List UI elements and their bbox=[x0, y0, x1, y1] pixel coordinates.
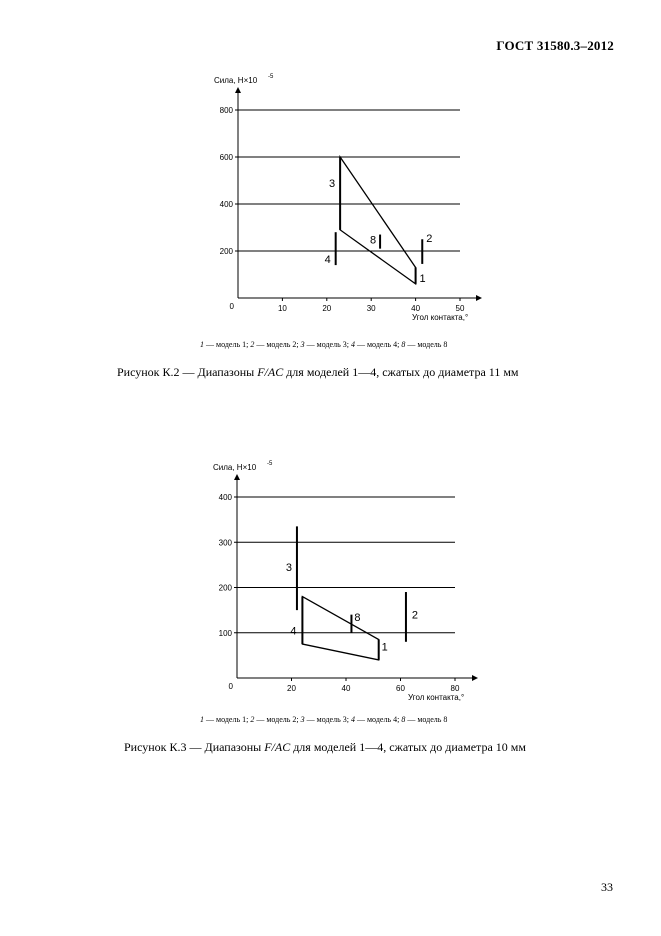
range-polygon-models-1-3 bbox=[340, 157, 415, 284]
caption-k2: Рисунок К.2 — Диапазоны F/AC для моделей 1—4, сжатых до диаметра 11 мм bbox=[117, 365, 519, 379]
model-label-3: 3 bbox=[329, 177, 336, 190]
y-tick-label: 200 bbox=[218, 583, 232, 593]
page-number: 33 bbox=[601, 880, 613, 894]
legend-entry-num: 1 bbox=[200, 715, 204, 724]
y-tick-label: 400 bbox=[218, 493, 232, 502]
legend-entry-text: — модель 2; bbox=[254, 340, 301, 349]
chart-k3 bbox=[0, 452, 661, 712]
y-axis-arrow bbox=[235, 87, 241, 93]
y-axis-label: Сила, Н×10 bbox=[213, 463, 257, 472]
legend-entry-text: — модель 2; bbox=[254, 715, 301, 724]
origin-label: 0 bbox=[228, 682, 233, 691]
model-label-1: 1 bbox=[381, 641, 388, 654]
legend-entry-num: 2 bbox=[250, 715, 255, 724]
x-tick-label: 20 bbox=[322, 304, 332, 313]
x-tick-label: 40 bbox=[411, 304, 421, 313]
legend-entry-text: — модель 1; bbox=[204, 715, 251, 724]
x-tick-label: 20 bbox=[287, 684, 296, 693]
x-tick-label: 30 bbox=[366, 304, 376, 313]
chart-k2 bbox=[0, 65, 661, 335]
y-tick-label: 100 bbox=[218, 628, 232, 638]
legend-entry-num: 2 bbox=[250, 340, 255, 349]
y-axis-label: Сила, Н×10 bbox=[214, 76, 258, 85]
y-axis-label-exponent: -5 bbox=[268, 74, 274, 80]
y-tick-label: 400 bbox=[219, 200, 233, 209]
legend-entry-text: — модель 1; bbox=[204, 340, 251, 349]
legend-entry-text: — модель 3; bbox=[304, 340, 351, 349]
x-axis-label: Угол контакта,° bbox=[408, 693, 465, 702]
legend-entry-text: — модель 3; bbox=[304, 715, 351, 724]
figure-k2 bbox=[0, 65, 661, 350]
x-axis-arrow bbox=[476, 295, 482, 301]
figure-k3 bbox=[0, 452, 661, 732]
y-tick-label: 200 bbox=[219, 247, 233, 256]
legend-entry-num: 1 bbox=[200, 340, 204, 349]
x-tick-label: 50 bbox=[455, 304, 465, 313]
legend-entry-text: — модель 8 bbox=[405, 340, 448, 349]
y-tick-label: 300 bbox=[218, 538, 232, 548]
y-tick-label: 600 bbox=[219, 153, 233, 162]
model-label-4: 4 bbox=[290, 625, 297, 638]
x-axis-label: Угол контакта,° bbox=[412, 313, 469, 322]
legend-entry-num: 4 bbox=[350, 715, 355, 724]
y-axis-arrow bbox=[234, 474, 240, 480]
legend-entry-text: — модель 8 bbox=[405, 715, 448, 724]
y-axis-label-exponent: -5 bbox=[267, 461, 273, 467]
legend-k3 bbox=[200, 715, 447, 724]
x-tick-label: 80 bbox=[450, 684, 460, 693]
legend-k2 bbox=[200, 340, 447, 349]
model-label-8: 8 bbox=[370, 234, 377, 247]
standard-header: ГОСТ 31580.3–2012 bbox=[496, 38, 614, 53]
model-label-3: 3 bbox=[285, 562, 293, 575]
legend-entry-text: — модель 4; bbox=[354, 715, 402, 724]
x-tick-label: 60 bbox=[396, 684, 405, 693]
legend-entry-text: — модель 4; bbox=[354, 340, 402, 349]
model-label-8: 8 bbox=[354, 611, 361, 624]
model-label-4: 4 bbox=[324, 254, 331, 267]
model-label-2: 2 bbox=[426, 233, 433, 246]
x-axis-arrow bbox=[472, 675, 478, 681]
range-polygon-models-1-4 bbox=[302, 597, 378, 660]
legend-entry-num: 3 bbox=[300, 340, 305, 349]
x-tick-label: 40 bbox=[341, 684, 351, 693]
caption-k3: Рисунок К.3 — Диапазоны F/AC для моделей 1—4, сжатых до диаметра 10 мм bbox=[124, 740, 526, 754]
legend-entry-num: 8 bbox=[401, 340, 406, 349]
y-tick-label: 800 bbox=[219, 106, 233, 115]
model-label-1: 1 bbox=[419, 273, 426, 286]
origin-label: 0 bbox=[229, 302, 234, 311]
model-label-2: 2 bbox=[411, 609, 419, 622]
legend-entry-num: 8 bbox=[401, 715, 406, 724]
x-tick-label: 10 bbox=[277, 304, 287, 313]
legend-entry-num: 4 bbox=[350, 340, 355, 349]
legend-entry-num: 3 bbox=[300, 715, 305, 724]
